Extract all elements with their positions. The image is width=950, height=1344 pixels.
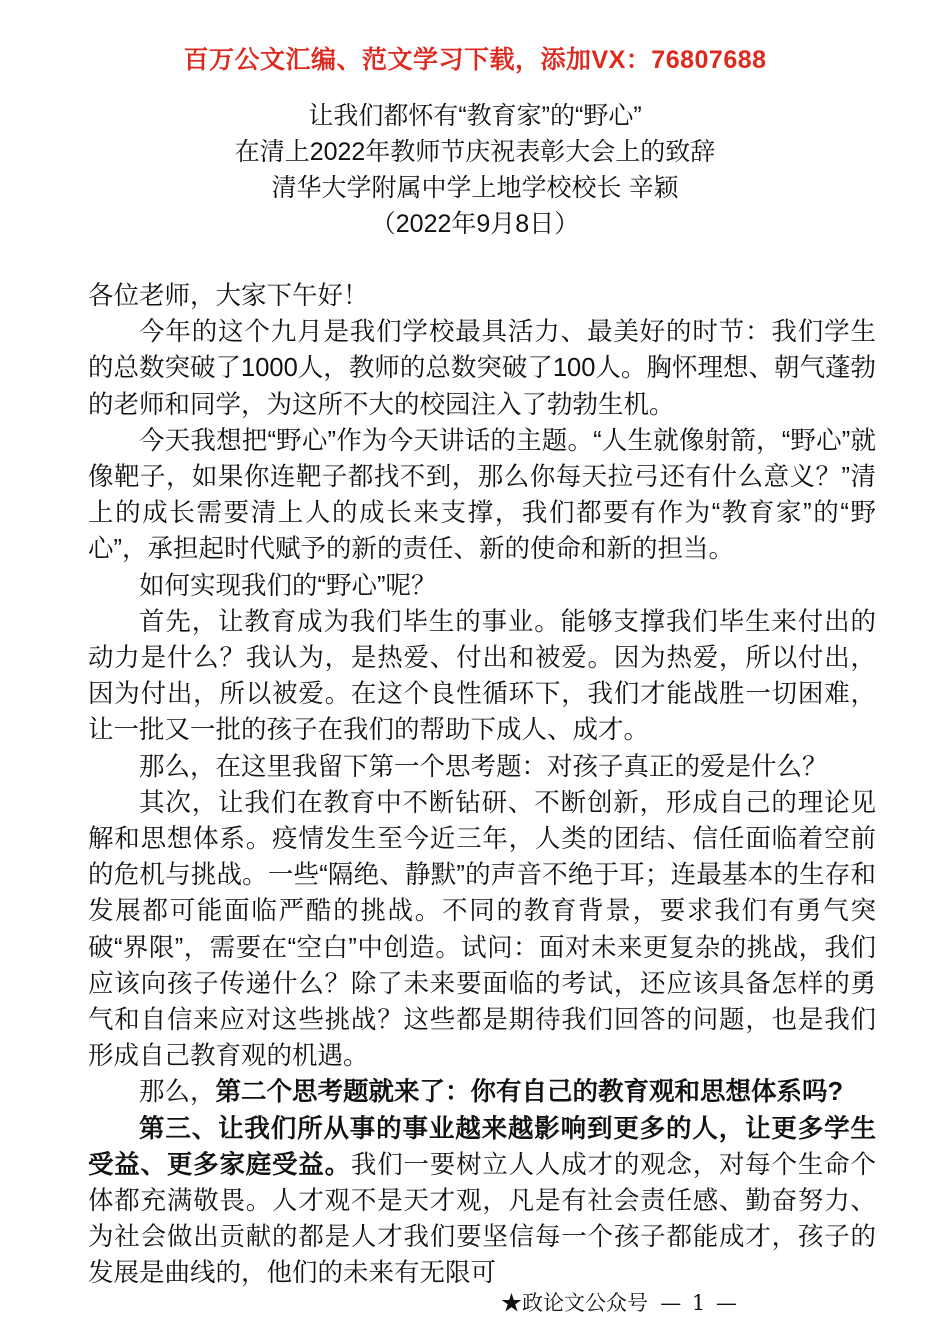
promo-watermark-header: 百万公文汇编、范文学习下载，添加VX：76807688 [183,46,767,74]
title-main: 让我们都怀有“教育家”的“野心” [308,102,642,130]
title-date: （2022年9月8日） [370,210,580,238]
title-subtitle: 在清上2022年教师节庆祝表彰大会上的致辞 [234,138,716,166]
footer-inner [501,1288,739,1318]
page-footer [0,1288,950,1318]
paragraph-how-to-realize: 如何实现我们的“野心”呢？ [139,571,437,600]
paragraph-second-point: 其次，让我们在教育中不断钻研、不断创新，形成自己的理论见解和思想体系。疫情发生至今近三年，人类的团结、信任面临着空前的危机与挑战。一些“隔绝、静默”的声音不绝于耳；连最基本的生存和发展都可能面临严酷的挑战。不同的教育背景，要求我们有勇气突破“界限”，需要在“空白”中创造。试问：面对未来更复杂的挑战，我们应该向孩子传递什么？除了未来要面临的考试，还应该具备怎样的勇气和自信来应对这些挑战？这些都是期待我们回答的问题，也是我们形成自己教育观的机遇。 [88,788,876,1071]
paragraph-september: 今年的这个九月是我们学校最具活力、最美好的时节：我们学生的总数突破了1000人，教师的总数突破了100人。胸怀理想、朝气蓬勃的老师和同学，为这所不大的校园注入了勃勃生机。 [88,318,876,419]
paragraph-third-point [88,1111,876,1292]
star-icon: ★ [501,1291,523,1315]
paragraph-greeting: 各位老师，大家下午好！ [88,282,369,310]
paragraph-question-two [88,1074,876,1110]
title-speaker: 清华大学附属中学上地学校校长 辛颖 [271,174,679,202]
third-point-body: 我们一要树立人人成才的观念，对每个生命个体都充满敬畏。人才观不是天才观，凡是有社会责任感、勤奋努力、为社会做出贡献的都是人才我们要坚信每一个孩子都能成才，孩子的发展是曲线的，他们的未来有无限可 [88,1150,876,1288]
paragraph-question-one: 那么，在这里我留下第一个思考题：对孩子真正的爱是什么？ [139,752,828,781]
paragraph-ambition-theme: 今天我想把“野心”作为今天讲话的主题。“人生就像射箭，“野心”就像靶子，如果你连靶子都找不到，那么你每天拉弓还有什么意义？”清上的成长需要清上人的成长来支撑，我们都要有作为“教育家”的“野心”，承担起时代赋予的新的责任、新的使命和新的担当。 [88,426,876,564]
document-title-block [0,98,950,242]
question-two-emphasis: 第二个思考题就来了：你有自己的教育观和思想体系吗? [215,1078,844,1107]
paragraph-first-point: 首先，让教育成为我们毕生的事业。能够支撑我们毕生来付出的动力是什么？我认为，是热爱、付出和被爱。因为热爱，所以付出，因为付出，所以被爱。在这个良性循环下，我们才能战胜一切困难，让一批又一批的孩子在我们的帮助下成人、成才。 [88,607,876,745]
footer-brand-label: 政论文公众号 [522,1291,649,1315]
question-two-lead: 那么， [139,1078,216,1107]
page-number: — 1 — [660,1291,739,1315]
document-body [88,278,876,1292]
third-point-emphasis: 第三、让我们所从事的事业越来越影响到更多的人，让更多学生受益、更多家庭受益。 [88,1114,876,1179]
